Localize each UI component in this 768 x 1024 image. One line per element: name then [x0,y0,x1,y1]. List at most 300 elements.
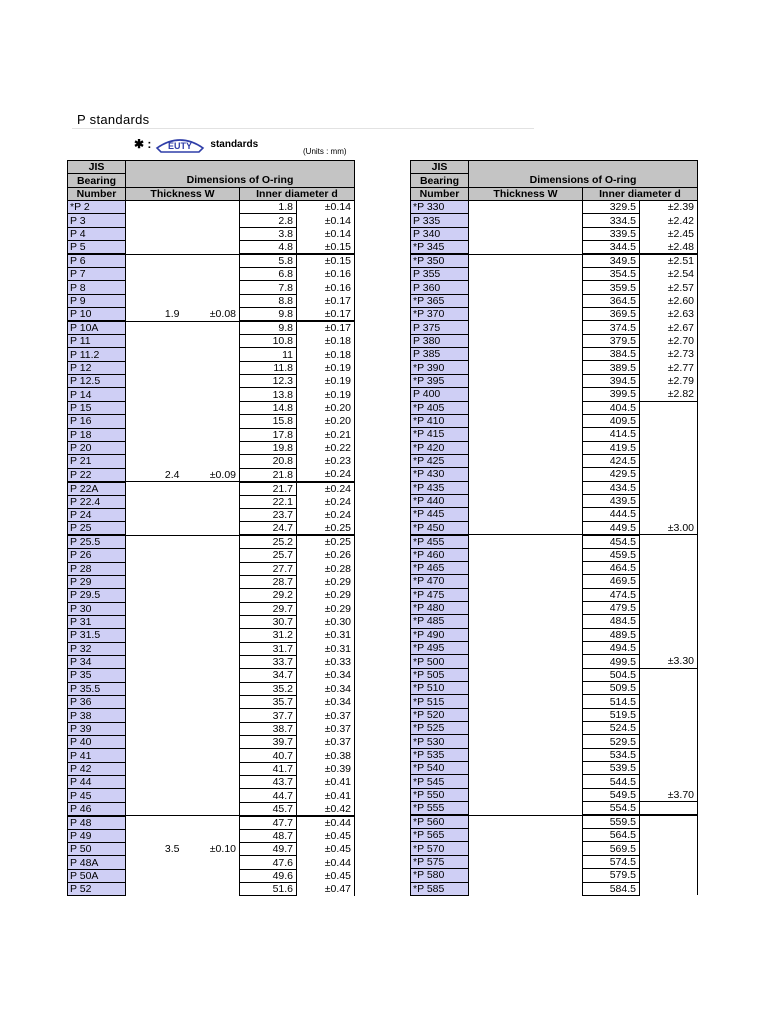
table-row [68,736,355,749]
bearing-number-cell: *P 540 [411,762,469,775]
inner-diameter-cell: 584.5 [583,882,640,895]
bearing-number-cell: P 35 [68,669,126,682]
bearing-number-cell: P 39 [68,722,126,735]
inner-diameter-cell: 30.7 [240,615,297,628]
bearing-number-cell: P 16 [68,415,126,428]
inner-diameter-tolerance-cell [640,561,698,574]
thickness-tolerance-cell [183,696,240,709]
inner-diameter-tolerance-cell: ±0.19 [297,361,355,374]
bearing-number-cell: P 28 [68,562,126,575]
inner-diameter-cell: 25.7 [240,549,297,562]
thickness-value-cell [469,561,526,574]
thickness-tolerance-cell [526,575,583,588]
thickness-tolerance-cell [183,655,240,668]
table-header [68,161,355,201]
inner-diameter-tolerance-cell: ±0.19 [297,388,355,401]
thickness-tolerance-cell [526,468,583,481]
table-row [411,281,698,294]
thickness-value-cell [469,748,526,761]
bearing-number-cell: *P 480 [411,601,469,614]
thickness-value-cell [469,214,526,227]
inner-diameter-tolerance-cell: ±2.67 [640,321,698,334]
table-row [68,629,355,642]
inner-diameter-cell: 384.5 [583,348,640,361]
table-row [68,562,355,575]
thickness-tolerance-cell [183,883,240,896]
thickness-value-cell [126,241,183,255]
legend-text: standards [210,138,259,150]
thickness-value-cell [469,268,526,281]
table-row [411,214,698,227]
thickness-value-cell [126,696,183,709]
inner-diameter-cell: 409.5 [583,414,640,427]
bearing-number-cell: *P 450 [411,521,469,535]
inner-diameter-tolerance-cell: ±0.45 [297,843,355,856]
thickness-value-cell [126,335,183,348]
bearing-number-cell: P 335 [411,214,469,227]
thickness-value-cell [469,762,526,775]
table-row [411,561,698,574]
thickness-value-cell [126,776,183,789]
thickness-tolerance-cell [183,428,240,441]
thickness-tolerance-cell [526,748,583,761]
thickness-value-cell [469,201,526,214]
bearing-number-cell: *P 365 [411,294,469,307]
bearing-number-cell: *P 545 [411,775,469,788]
thickness-tolerance-cell [526,521,583,535]
header-number: Number [411,187,469,200]
thickness-tolerance-cell [183,615,240,628]
thickness-tolerance-cell [183,589,240,602]
inner-diameter-cell: 51.6 [240,883,297,896]
inner-diameter-tolerance-cell: ±3.70 [640,788,698,801]
inner-diameter-cell: 494.5 [583,642,640,655]
table-row [411,401,698,414]
inner-diameter-tolerance-cell [640,642,698,655]
bearing-number-cell: *P 490 [411,628,469,641]
thickness-value-cell [469,601,526,614]
bearing-number-cell: *P 530 [411,735,469,748]
thickness-tolerance-cell [183,562,240,575]
inner-diameter-tolerance-cell: ±2.60 [640,294,698,307]
thickness-tolerance-cell [183,268,240,281]
thickness-value-cell [469,361,526,374]
thickness-value-cell [469,842,526,855]
table-row [411,735,698,748]
table-row [411,682,698,695]
thickness-value-cell [126,629,183,642]
thickness-value-cell [469,588,526,601]
thickness-tolerance-cell [526,561,583,574]
table-row [411,348,698,361]
inner-diameter-tolerance-cell: ±0.15 [297,241,355,255]
table-row [411,201,698,214]
table-row [68,308,355,322]
inner-diameter-cell: 529.5 [583,735,640,748]
bearing-number-cell: *P 475 [411,588,469,601]
thickness-value-cell [469,254,526,268]
inner-diameter-cell: 49.6 [240,869,297,882]
thickness-tolerance-cell [526,535,583,549]
thickness-tolerance-cell [183,415,240,428]
thickness-value-cell [126,856,183,869]
inner-diameter-tolerance-cell [640,535,698,549]
bearing-number-cell: *P 460 [411,548,469,561]
legend-marker: ✱ : [134,137,152,151]
bearing-number-cell: P 25.5 [68,535,126,549]
inner-diameter-tolerance-cell: ±0.17 [297,321,355,335]
thickness-value-cell [469,548,526,561]
thickness-value-cell [469,321,526,334]
inner-diameter-tolerance-cell: ±2.82 [640,388,698,401]
bearing-number-cell: P 375 [411,321,469,334]
inner-diameter-cell: 539.5 [583,762,640,775]
inner-diameter-cell: 429.5 [583,468,640,481]
inner-diameter-tolerance-cell [640,454,698,467]
inner-diameter-tolerance-cell [640,401,698,414]
inner-diameter-tolerance-cell: ±0.41 [297,789,355,802]
inner-diameter-tolerance-cell: ±0.34 [297,682,355,695]
table-row [411,508,698,521]
inner-diameter-tolerance-cell: ±0.39 [297,762,355,775]
inner-diameter-cell: 439.5 [583,494,640,507]
bearing-number-cell: *P 470 [411,575,469,588]
inner-diameter-cell: 354.5 [583,268,640,281]
thickness-value-cell [126,375,183,388]
table-row [411,441,698,454]
table-row [68,696,355,709]
thickness-tolerance-cell [183,227,240,240]
header-inner-diameter: Inner diameter d [240,187,355,200]
bearing-number-cell: P 15 [68,401,126,414]
table-row [68,589,355,602]
thickness-value-cell [469,494,526,507]
inner-diameter-tolerance-cell: ±0.37 [297,722,355,735]
inner-diameter-cell: 464.5 [583,561,640,574]
header-inner-diameter: Inner diameter d [583,187,698,200]
inner-diameter-cell: 329.5 [583,201,640,214]
inner-diameter-tolerance-cell [640,615,698,628]
inner-diameter-tolerance-cell [640,468,698,481]
inner-diameter-tolerance-cell [640,428,698,441]
thickness-tolerance-cell [526,655,583,668]
table-row [68,455,355,468]
inner-diameter-cell: 569.5 [583,842,640,855]
inner-diameter-tolerance-cell [640,855,698,868]
bearing-number-cell: *P 495 [411,642,469,655]
bearing-number-cell: *P 395 [411,374,469,387]
inner-diameter-cell: 474.5 [583,588,640,601]
thickness-tolerance-cell [526,708,583,721]
thickness-tolerance-cell [183,441,240,454]
inner-diameter-cell: 454.5 [583,535,640,549]
inner-diameter-tolerance-cell: ±0.18 [297,348,355,361]
table-row [68,883,355,896]
inner-diameter-cell: 28.7 [240,575,297,588]
inner-diameter-tolerance-cell [640,722,698,735]
thickness-value-cell [469,668,526,681]
thickness-value-cell [469,308,526,321]
thickness-value-cell [469,428,526,441]
thickness-value-cell [469,374,526,387]
inner-diameter-cell: 12.3 [240,375,297,388]
table-row [411,882,698,895]
inner-diameter-tolerance-cell: ±0.45 [297,869,355,882]
table-row [411,494,698,507]
inner-diameter-cell: 7.8 [240,281,297,294]
thickness-tolerance-cell [183,802,240,816]
inner-diameter-tolerance-cell: ±0.44 [297,816,355,830]
inner-diameter-tolerance-cell: ±0.29 [297,602,355,615]
thickness-value-cell [469,802,526,816]
inner-diameter-cell: 389.5 [583,361,640,374]
thickness-tolerance-cell [526,481,583,494]
thickness-tolerance-cell [183,455,240,468]
inner-diameter-cell: 1.8 [240,201,297,214]
inner-diameter-tolerance-cell: ±0.30 [297,615,355,628]
bearing-number-cell: *P 500 [411,655,469,668]
table-row [68,682,355,695]
table-row [411,321,698,334]
bearing-number-cell: P 48A [68,856,126,869]
thickness-tolerance-cell [183,254,240,268]
inner-diameter-tolerance-cell: ±0.25 [297,535,355,549]
inner-diameter-cell: 504.5 [583,668,640,681]
table-row [411,788,698,801]
thickness-tolerance-cell [183,375,240,388]
inner-diameter-cell: 10.8 [240,335,297,348]
table-row [411,842,698,855]
inner-diameter-cell: 364.5 [583,294,640,307]
table-row [411,308,698,321]
thickness-tolerance-cell [526,695,583,708]
header-jis: JIS [68,161,126,174]
table-row [411,468,698,481]
bearing-number-cell: *P 580 [411,869,469,882]
inner-diameter-cell: 15.8 [240,415,297,428]
thickness-value-cell [469,869,526,882]
inner-diameter-cell: 8.8 [240,294,297,307]
thickness-value-cell [469,788,526,801]
bearing-number-cell: *P 465 [411,561,469,574]
table-row [411,708,698,721]
thickness-value-cell [469,642,526,655]
inner-diameter-cell: 14.8 [240,401,297,414]
inner-diameter-tolerance-cell [640,588,698,601]
inner-diameter-cell: 29.7 [240,602,297,615]
table-row [68,482,355,496]
thickness-tolerance-cell [526,227,583,240]
thickness-tolerance-cell [183,776,240,789]
inner-diameter-cell: 21.8 [240,468,297,482]
inner-diameter-cell: 449.5 [583,521,640,535]
inner-diameter-tolerance-cell: ±0.33 [297,655,355,668]
header-dimensions: Dimensions of O-ring [469,174,698,187]
p-standards-table-right [410,160,698,896]
inner-diameter-cell: 40.7 [240,749,297,762]
inner-diameter-cell: 2.8 [240,214,297,227]
table-row [411,227,698,240]
bearing-number-cell: *P 555 [411,802,469,816]
inner-diameter-cell: 514.5 [583,695,640,708]
thickness-value-cell [126,829,183,842]
thickness-tolerance-cell [526,829,583,842]
bearing-number-cell: P 24 [68,508,126,521]
thickness-tolerance-cell [183,214,240,227]
inner-diameter-tolerance-cell: ±0.31 [297,642,355,655]
inner-diameter-tolerance-cell: ±2.54 [640,268,698,281]
thickness-value-cell [469,227,526,240]
inner-diameter-tolerance-cell: ±0.24 [297,495,355,508]
thickness-tolerance-cell: ±0.10 [183,843,240,856]
euty-logo [155,135,205,153]
inner-diameter-tolerance-cell: ±2.79 [640,374,698,387]
thickness-value-cell [126,709,183,722]
inner-diameter-cell: 5.8 [240,254,297,268]
thickness-tolerance-cell [526,735,583,748]
thickness-value-cell [469,348,526,361]
inner-diameter-cell: 11.8 [240,361,297,374]
thickness-value-cell [126,615,183,628]
inner-diameter-tolerance-cell [640,548,698,561]
thickness-value-cell [469,708,526,721]
thickness-value-cell: 3.5 [126,843,183,856]
thickness-value-cell [469,855,526,868]
header-blank [469,161,698,174]
bearing-number-cell: *P 575 [411,855,469,868]
inner-diameter-tolerance-cell: ±0.29 [297,575,355,588]
inner-diameter-cell: 444.5 [583,508,640,521]
inner-diameter-cell: 11 [240,348,297,361]
bearing-number-cell: P 42 [68,762,126,775]
table-row [411,241,698,255]
bearing-number-cell: P 44 [68,776,126,789]
thickness-tolerance-cell [183,335,240,348]
bearing-number-cell: P 48 [68,816,126,830]
table-row [411,642,698,655]
thickness-value-cell [126,589,183,602]
thickness-value-cell [469,655,526,668]
table-row [68,375,355,388]
thickness-value-cell [126,482,183,496]
thickness-value-cell [469,615,526,628]
inner-diameter-tolerance-cell: ±2.57 [640,281,698,294]
inner-diameter-cell: 38.7 [240,722,297,735]
thickness-value-cell [469,441,526,454]
thickness-value-cell [469,521,526,535]
inner-diameter-cell: 35.7 [240,696,297,709]
bearing-number-cell: *P 505 [411,668,469,681]
thickness-value-cell [126,642,183,655]
bearing-number-cell: *P 560 [411,815,469,829]
table-row [411,775,698,788]
bearing-number-cell: *P 535 [411,748,469,761]
thickness-value-cell: 2.4 [126,468,183,482]
inner-diameter-cell: 519.5 [583,708,640,721]
bearing-number-cell: P 400 [411,388,469,401]
table-row [68,321,355,335]
inner-diameter-cell: 554.5 [583,802,640,816]
bearing-number-cell: P 20 [68,441,126,454]
inner-diameter-cell: 39.7 [240,736,297,749]
bearing-number-cell: *P 410 [411,414,469,427]
inner-diameter-cell: 13.8 [240,388,297,401]
inner-diameter-tolerance-cell: ±0.14 [297,227,355,240]
thickness-value-cell [126,802,183,816]
header-bearing: Bearing [411,174,469,187]
thickness-value-cell [469,468,526,481]
bearing-number-cell: P 12.5 [68,375,126,388]
inner-diameter-cell: 27.7 [240,562,297,575]
thickness-value-cell [126,401,183,414]
inner-diameter-tolerance-cell: ±0.17 [297,294,355,307]
thickness-tolerance-cell [183,294,240,307]
thickness-tolerance-cell [183,549,240,562]
thickness-value-cell [126,415,183,428]
inner-diameter-tolerance-cell [640,882,698,895]
table-row [411,668,698,681]
thickness-tolerance-cell [526,414,583,427]
table-row [411,535,698,549]
thickness-tolerance-cell [526,788,583,801]
bearing-number-cell: P 10A [68,321,126,335]
thickness-value-cell [126,736,183,749]
inner-diameter-tolerance-cell: ±2.39 [640,201,698,214]
thickness-tolerance-cell [183,348,240,361]
inner-diameter-cell: 349.5 [583,254,640,268]
inner-diameter-cell: 479.5 [583,601,640,614]
inner-diameter-tolerance-cell [640,494,698,507]
thickness-tolerance-cell [183,856,240,869]
inner-diameter-cell: 37.7 [240,709,297,722]
inner-diameter-tolerance-cell: ±0.29 [297,589,355,602]
thickness-value-cell [469,575,526,588]
thickness-tolerance-cell: ±0.09 [183,468,240,482]
thickness-value-cell [126,669,183,682]
table-row [68,508,355,521]
inner-diameter-cell: 544.5 [583,775,640,788]
inner-diameter-cell: 434.5 [583,481,640,494]
inner-diameter-cell: 524.5 [583,722,640,735]
thickness-tolerance-cell: ±0.08 [183,308,240,322]
thickness-value-cell [469,508,526,521]
thickness-value-cell [469,294,526,307]
thickness-tolerance-cell [183,201,240,214]
inner-diameter-tolerance-cell [640,748,698,761]
bearing-number-cell: *P 445 [411,508,469,521]
bearing-number-cell: P 36 [68,696,126,709]
thickness-tolerance-cell [526,201,583,214]
inner-diameter-tolerance-cell: ±2.48 [640,241,698,255]
table-row [411,334,698,347]
inner-diameter-tolerance-cell: ±0.31 [297,629,355,642]
thickness-tolerance-cell [183,508,240,521]
table-row [68,522,355,536]
thickness-tolerance-cell [526,588,583,601]
inner-diameter-cell: 17.8 [240,428,297,441]
inner-diameter-tolerance-cell: ±0.16 [297,281,355,294]
table-row [68,722,355,735]
bearing-number-cell: P 50 [68,843,126,856]
thickness-tolerance-cell [526,548,583,561]
bearing-number-cell: P 31 [68,615,126,628]
thickness-value-cell [126,348,183,361]
bearing-number-cell: P 360 [411,281,469,294]
thickness-tolerance-cell [183,669,240,682]
table-row [68,214,355,227]
thickness-tolerance-cell [526,241,583,255]
inner-diameter-cell: 49.7 [240,843,297,856]
